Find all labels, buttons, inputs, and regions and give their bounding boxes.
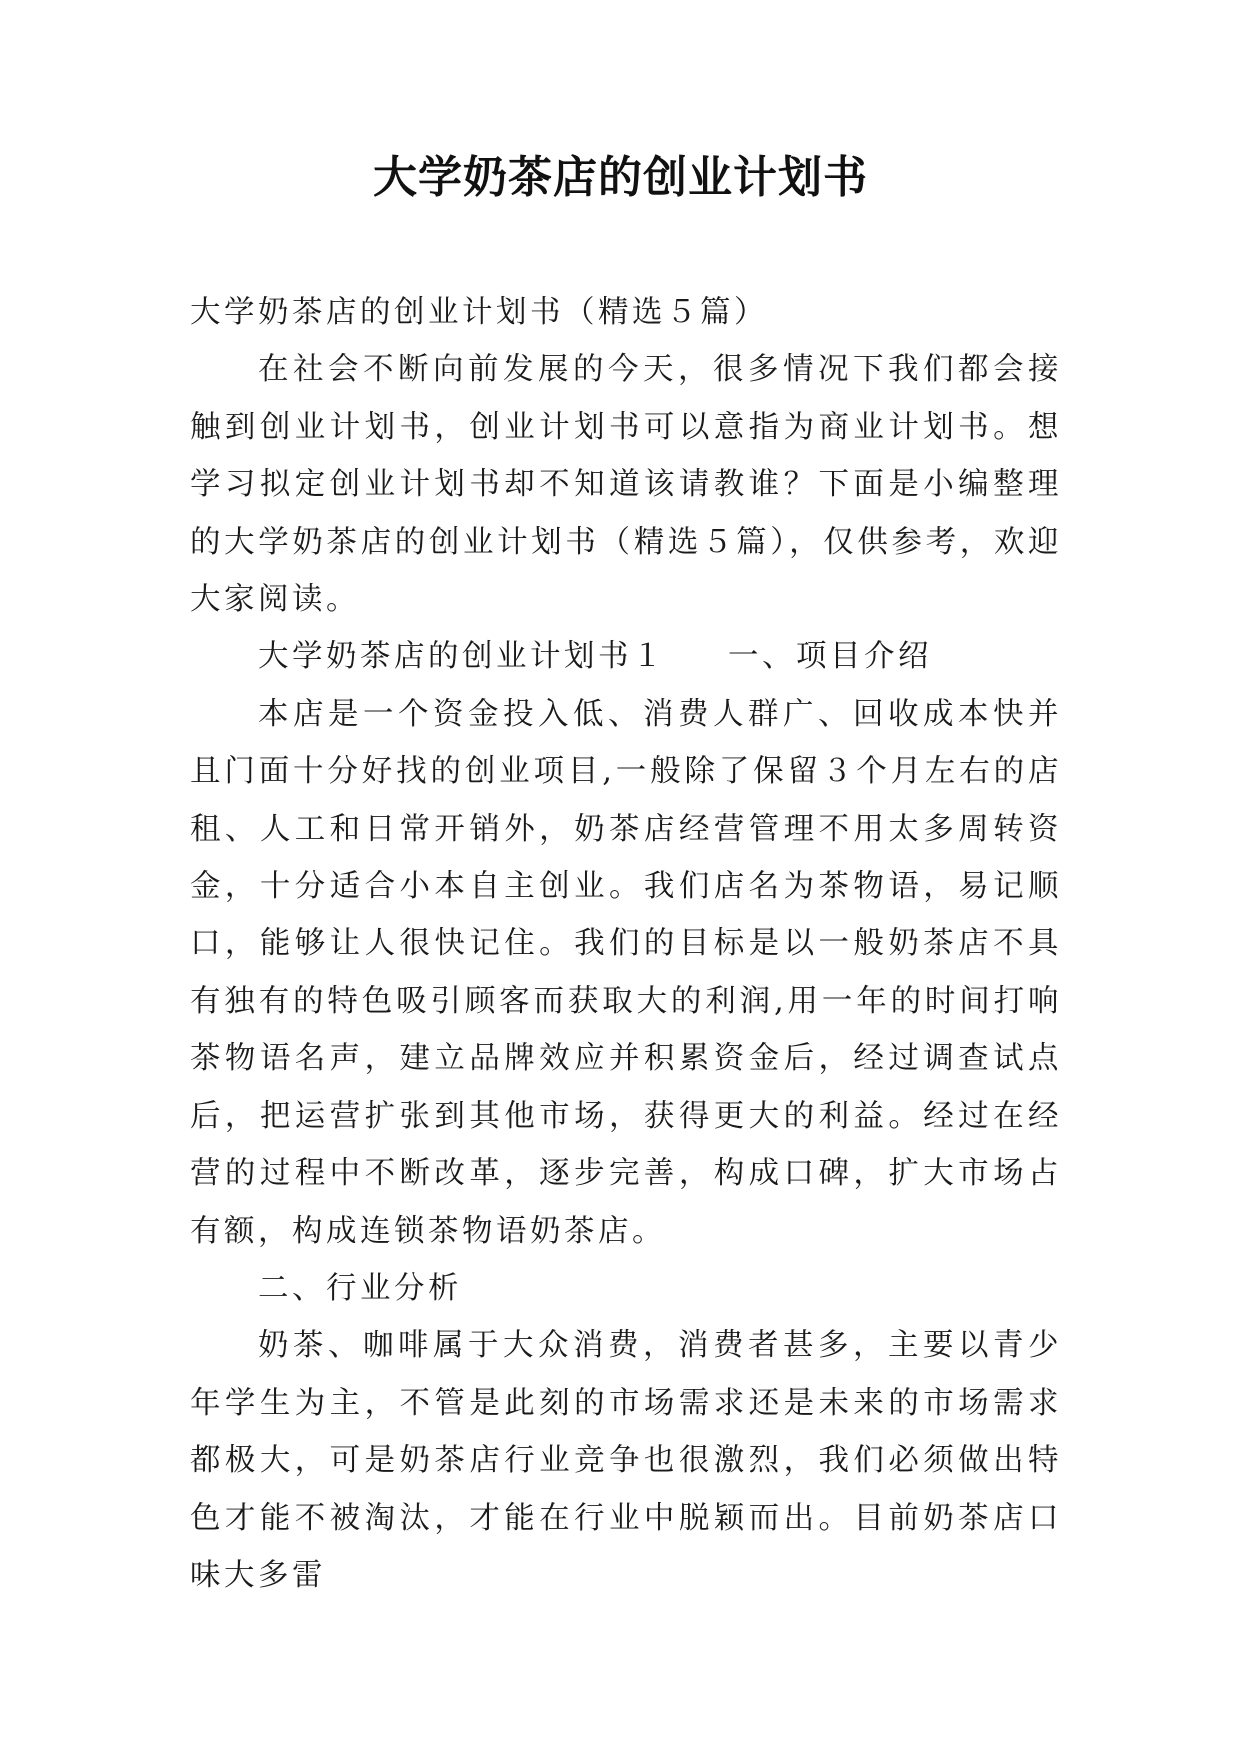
document-title: 大学奶茶店的创业计划书: [373, 152, 868, 203]
intro-paragraph: 在社会不断向前发展的今天，很多情况下我们都会接触到创业计划书，创业计划书可以意指为商业计划书。想学习拟定创业计划书却不知道该请教谁？下面是小编整理的大学奶茶店的创业计划书（精选５篇），仅供参考，欢迎大家阅读。: [190, 352, 1062, 618]
section1-paragraph: 本店是一个资金投入低、消费人群广、回收成本快并且门面十分好找的创业项目,一般除了保留３个月左右的店租、人工和日常开销外，奶茶店经营管理不用太多周转资金，十分适合小本自主创业。我们店名为茶物语，易记顺口，能够让人很快记住。我们的目标是以一般奶茶店不具有独有的特色吸引顾客而获取大的利润,用一年的时间打响茶物语名声，建立品牌效应并积累资金后，经过调查试点后，把运营扩张到其他市场，获得更大的利益。经过在经营的过程中不断改革，逐步完善，构成口碑，扩大市场占有额，构成连锁茶物语奶茶店。: [190, 696, 1062, 1249]
section1-heading-line: [190, 628, 1062, 685]
document-body: [190, 284, 1062, 1604]
section2-paragraph: 奶茶、咖啡属于大众消费，消费者甚多，主要以青少年学生为主，不管是此刻的市场需求还是未来的市场需求都极大，可是奶茶店行业竞争也很激烈，我们必须做出特色才能不被淘汰，才能在行业中脱颖而出。目前奶茶店口味大多雷: [190, 1328, 1062, 1593]
section1-subheading: 一、项目介绍: [728, 639, 932, 675]
document-subtitle: 大学奶茶店的创业计划书（精选５篇）: [190, 295, 768, 330]
section1-heading: 大学奶茶店的创业计划书１: [258, 639, 666, 675]
section2-heading: 二、行业分析: [258, 1270, 462, 1306]
